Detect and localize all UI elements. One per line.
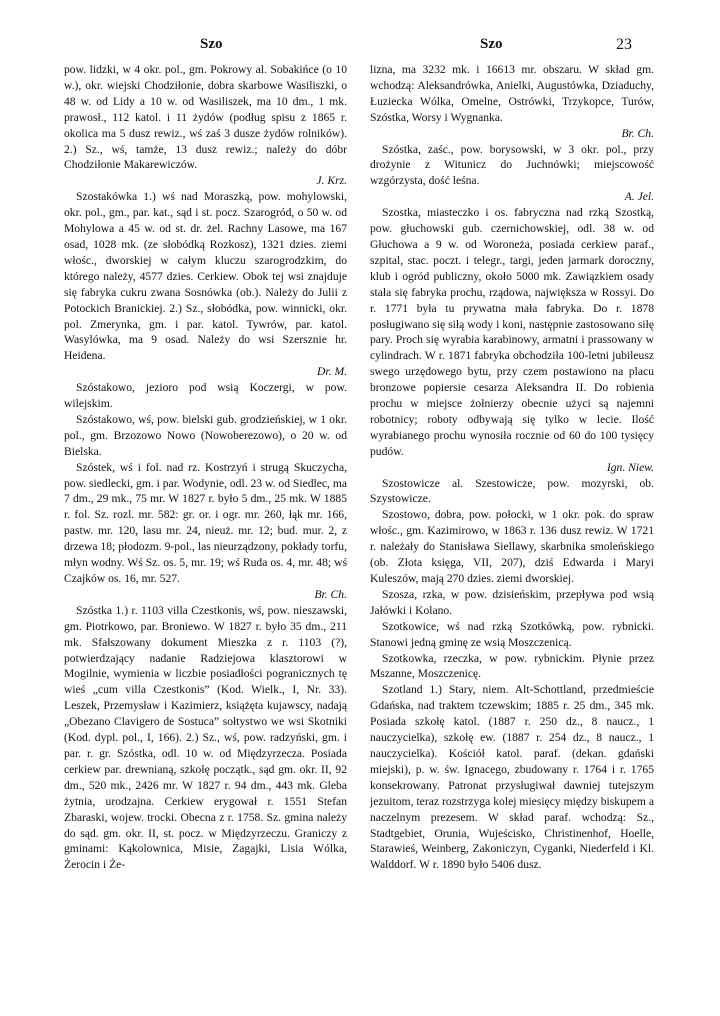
entry-text: Szotkowka, rzeczka, w pow. rybnickim. Płynie przez Mszanne, Moszczenicę.	[370, 651, 654, 681]
header-left-word: Szo	[200, 36, 223, 52]
entry-signature: Br. Ch.	[621, 126, 654, 140]
entry-text: Szostowicze al. Szestowicze, pow. mozyrski, ob. Szystowicze.	[370, 476, 654, 506]
entry-text: Szóstakowo, jezioro pod wsią Koczergi, w pow. wilejskim.	[64, 381, 347, 411]
entry-signature: A. Jel.	[624, 190, 654, 204]
entry-text: Szóstka 1.) r. 1103 villa Czestkonis, wś, pow. nieszawski, gm. Piotrkowo, par. Broniewo. W 1827 r. było 35 dm., 211 mk. Sfałszowany dokument Mieszka z r. 1103 (?), potwierdzający nadanie Radziejowa klasztorowi w Mogilnie, wymienia w liczbie posiadłości pogranicznych tę wieś „cum villa Czestkonis” (Kod. Wielk., I, Nr. 33). Leszek, Przemysław i Kazimierz, książęta kujawscy, nadają „Obezano Clavigero de Sostuca” sołtystwo we wsi Skotniki (Kod. dypl. pol., I, 166). 2.) Sz., wś, pow. radzyński, gm. i par. r. gr. Szóstka, odl. 10 w. od Międzyrzecza. Posiada cerkiew par. drewnianą, szkołę początk., sąd gm. okr. II, 92 dm., 520 mk., 2426 mr. W 1827 r. 94 dm., 443 mk. Gleba żytnia, urodzajna. Cerkiew erygował r. 1551 Stefan Zbaraski, wojew. trocki. Obecna z r. 1758. Sz. gmina należy do sąd. gm. okr. II, st. pocz. w Międzyrzeczu. Graniczy z gminami: Kąkolownica, Misie, Zagajki, Lisia Wólka, Żerocin i Że-	[64, 603, 347, 872]
entry	[370, 507, 654, 587]
entry-text: Szostakówka 1.) wś nad Moraszką, pow. mohylowski, okr. pol., gm., par. kat., sąd i st. pocz. Szarogród, o 50 w. od Mohylowa a 45 w. od st. dr. żel. Rachny Lasowe, ma 167 osad, 1028 mk. (ze słobódką Rozkosz), 1321 dzies. ziemi włośc., dworskiej w całym kluczu szarogrodzkim, do którego należy, 4577 dzies. Cerkiew. Obok tej wsi znajduje się fabryka cukru zwana Sosnówka (ob.). Należy do Julii z Potockich Branickiej. 2.) Sz., słobódka, pow. winnicki, okr. pol. Zmerynka, gm. i par. katol. Tywrów, par. katol. Wasylówka, ma 9 osad. Należy do wsi Szersznie hr. Heidena.	[64, 190, 347, 363]
entry	[64, 603, 347, 873]
entry-text: Szóstek, wś i fol. nad rz. Kostrzyń i strugą Skuczycha, pow. siedlecki, gm. i par. Wodynie, odl. 23 w. od Siedlec, ma 7 dm., 29 mk., 75 mr. W 1827 r. było 5 dm., 25 mk. W 1885 r. fol. Sz. rozl. mr. 582: gr. or. i ogr. mr. 260, łąk mr. 166, pastw. mr. 120, lasu mr. 24, nieuż. mr. 12; bud. mur. 2, z drzewa 18; płodozm. 9-pol., las nieurządzony, pokłady torfu, młyn wodny. Wś Sz. os. 5, mr. 19; wś Ruda os. 4, mr. 48; wś Czajków os. 16, mr. 527.	[64, 460, 347, 585]
entry	[370, 205, 654, 475]
running-header	[0, 36, 720, 56]
entry-signature: Br. Ch.	[314, 587, 347, 601]
entry-text: Szóstka, zaśc., pow. borysowski, w 3 okr. pol., przy drożynie z Witunicz do Juchnówki; miejscowość wzgórzysta, dość leśna.	[370, 142, 654, 188]
entry-text: Szosza, rzka, w pow. dzisieńskim, przepływa pod wsią Jałówki i Kolano.	[370, 587, 654, 617]
entry	[64, 380, 347, 412]
entry	[370, 619, 654, 651]
entry	[64, 189, 347, 380]
entry	[64, 460, 347, 603]
entry	[370, 62, 654, 142]
entry	[370, 651, 654, 683]
page-number: 23	[616, 36, 632, 53]
entry-text: Szotland 1.) Stary, niem. Alt-Schottland, przedmieście Gdańska, nad traktem tczewskim; 1885 r. 25 dm., 345 mk. Posiada szkołę katol. (1887 r. 250 dz., 8 naucz., 1 nauczycielka), szkołę ew. (1887 r. 254 dz., 8 naucz., 1 nauczycielka). Kościół katol. paraf. (dekan. gdański miejski), p. w. św. Ignacego, zbudowany r. 1764 i r. 1765 konsekrowany. Patronat przysługiwał dawniej tutejszym jezuitom, teraz rozstrzyga kolej miesięcy między biskupem a naczelnym prezesem. W skład paraf. wchodzą: Sz., Stadtgebiet, Orunia, Wujeścisko, Christinenhof, Hoelle, Starawieś, Weinberg, Zakoniczyn, Cyganki, Niederfeld i Kl. Walddorf. W r. 1890 było 5406 dusz.	[370, 683, 654, 872]
entry-text: pow. lidzki, w 4 okr. pol., gm. Pokrowy al. Sobakińce (o 10 w.), okr. wiejski Chodziłonie, dobra skarbowe Wasiliszki, o 48 w. od Lidy a 10 w. od Wasiliszek, ma 10 dm., 1 mk. prawosł., 112 katol. i 11 żydów (podług spisu z 1865 r. okolica ma 5 dusz rewiz., wś zaś 3 dusze żydów rolników). 2.) Sz., wś, tamże, 13 dusz rewiz.; należy do dóbr Chodziłonie Makarewiczów.	[64, 63, 347, 172]
entry-text: Szostka, miasteczko i os. fabryczna nad rzką Szostką, pow. głuchowski gub. czernichowskiej, odl. 38 w. od Głuchowa a 9 w. od Woroneża, posiada cerkiew paraf., szpital, stac. poczt. i telegr., targi, jeden jarmark doroczny, klub i ogród publiczny, około 5000 mk. Zawiązkiem osady stała się fabryka prochu, rządowa, największa w Rossyi. Do r. 1771 była tu prywatna mała fabryka. Do r. 1878 posługiwano się siłą wody i koni, następnie zastosowano siłę pary. Proch się wyrabia karabinowy, armatni i prassowany w cylindrach. W r. 1871 fabryka obchodziła 100-letni jubileusz swego urzędowego bytu, przy czem postawiono na placu bronzowe popiersie cesarza Aleksandra II. Do robienia prochu w miejsce żołnierzy obecnie użyci są najemni robotnicy; roboty odbywają się tylko w lecie. Ilość wyrabianego prochu wynosiła rocznie od 60 do 100 tysięcy pudów.	[370, 206, 654, 458]
entry	[370, 142, 654, 206]
entry-text: Szostowo, dobra, pow. połocki, w 1 okr. pok. do spraw włośc., gm. Kazimirowo, w 1863 r. 136 dusz rewiz. W 1721 r. należały do Stanisława Siellawy, skarbnika smoleńskiego (ob. Złota księga, VII, 207), dziś Edwarda i Maryi Kuleszów, mają 270 dzies. ziemi dworskiej.	[370, 508, 654, 585]
entry	[370, 682, 654, 873]
entry	[370, 587, 654, 619]
entry-signature: Ign. Niew.	[606, 460, 654, 474]
entry-signature: J. Krz.	[316, 174, 347, 188]
entry-signature: Dr. M.	[317, 365, 347, 379]
header-right-word: Szo	[480, 36, 503, 52]
entry	[370, 476, 654, 508]
right-column	[370, 62, 654, 873]
entry-text: Szotkowice, wś nad rzką Szotkówką, pow. rybnicki. Stanowi jedną gminę ze wsią Moszczenicą.	[370, 619, 654, 649]
left-column	[64, 62, 347, 873]
entry	[64, 412, 347, 460]
entry-text: Szóstakowo, wś, pow. bielski gub. grodzieńskiej, w 1 okr. pol., gm. Brzozowo Nowo (Nowoberezowo), o 20 w. od Bielska.	[64, 412, 347, 458]
entry-text: lizna, ma 3232 mk. i 16613 mr. obszaru. W skład gm. wchodzą: Aleksandrówka, Anielki, Augustówka, Dziaduchy, Łuzieckа Wólka, Omelne, Ostrówki, Trzykopce, Turów, Szóstka, Worsy i Wygnanka.	[370, 63, 654, 124]
entry	[64, 62, 347, 189]
